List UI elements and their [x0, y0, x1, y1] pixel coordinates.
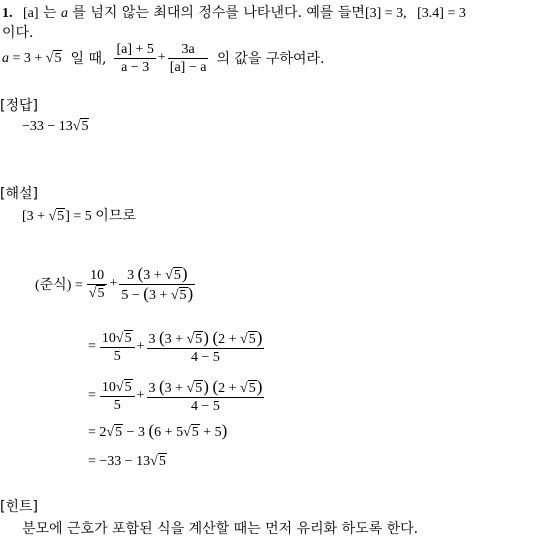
numerator: 10√5 [100, 379, 135, 397]
numerator: 3 (3 + √5) [119, 265, 195, 285]
fraction-1-num: [a] + 5 [116, 41, 154, 57]
answer-value: −33 − 13√5 [22, 119, 89, 134]
derivation-line-3: = $\frac{10√5}{5}$ + $\frac{3 (3 + √5) (2 + √5)}{4 - 5}$ [88, 376, 263, 414]
fraction-1 [114, 41, 155, 76]
lhs: (준식) = [35, 278, 83, 293]
problem-line-1 [2, 2, 466, 22]
explanation-step-1: [3 + √5] = 5 이므로 [22, 209, 136, 224]
answer-header: [정답] [0, 98, 38, 114]
fraction [87, 267, 108, 302]
fraction-1-den: a − 3 [121, 59, 150, 75]
numerator: 3 (3 + √5) (2 + √5) [148, 327, 263, 347]
denominator: 4 − 5 [190, 349, 220, 365]
explanation-header: [해설] [0, 186, 38, 202]
fraction [100, 330, 135, 365]
text: 의 값을 구하여라. [216, 51, 325, 67]
floor-a: [a] [22, 6, 39, 21]
numerator: 3 (3 + √5) (2 + √5) [148, 376, 263, 396]
denominator: 4 − 5 [190, 398, 220, 414]
fraction [147, 378, 265, 415]
problem-number: 1. [2, 6, 13, 21]
fraction [147, 329, 265, 366]
text: 를 넘지 않는 최대의 정수를 나타낸다. 예를 들면 [72, 5, 365, 21]
fraction-2-den: [a] − a [169, 59, 207, 75]
text: 는 [42, 5, 57, 21]
denominator: 5 [113, 348, 121, 364]
var-a: a [60, 6, 68, 21]
problem-line-3 [2, 38, 324, 78]
denominator: √5 [88, 285, 105, 301]
example-2: [3.4] = 3 [417, 6, 466, 21]
example-1: [3] = 3, [364, 6, 407, 21]
condition: a = 3 + √5 [2, 50, 62, 66]
fraction-2-num: 3a [168, 41, 209, 59]
plus: + [157, 50, 166, 65]
denominator: 5 [113, 397, 121, 413]
derivation-line-4: = 2√5 − 3 (6 + 5√5 + 5) [88, 421, 228, 440]
derivation-line-1: (준식) = $\frac{10}{√5}$ + $\frac{3 (3 + √5)}{5 - (3 + √5)}$ [35, 263, 194, 303]
fraction [119, 265, 195, 304]
denominator: 5 − (3 + √5) [121, 283, 194, 303]
hint-text: 분모에 근호가 포함된 식을 계산할 때는 먼저 유리화 하도록 한다. [22, 521, 419, 537]
hint-header: [힌트] [0, 499, 38, 515]
fraction [100, 379, 135, 414]
problem-line-2: 이다. [2, 25, 34, 41]
text: 일 때, [70, 51, 107, 67]
derivation-line-2: = $\frac{10√5}{5}$ + $\frac{3 (3 + √5) (2 + √5)}{4 - 5}$ [88, 327, 263, 365]
numerator: 10 [87, 267, 108, 285]
numerator: 10√5 [100, 330, 135, 348]
derivation-line-5: = −33 − 13√5 [88, 454, 166, 469]
fraction-2 [168, 41, 209, 76]
